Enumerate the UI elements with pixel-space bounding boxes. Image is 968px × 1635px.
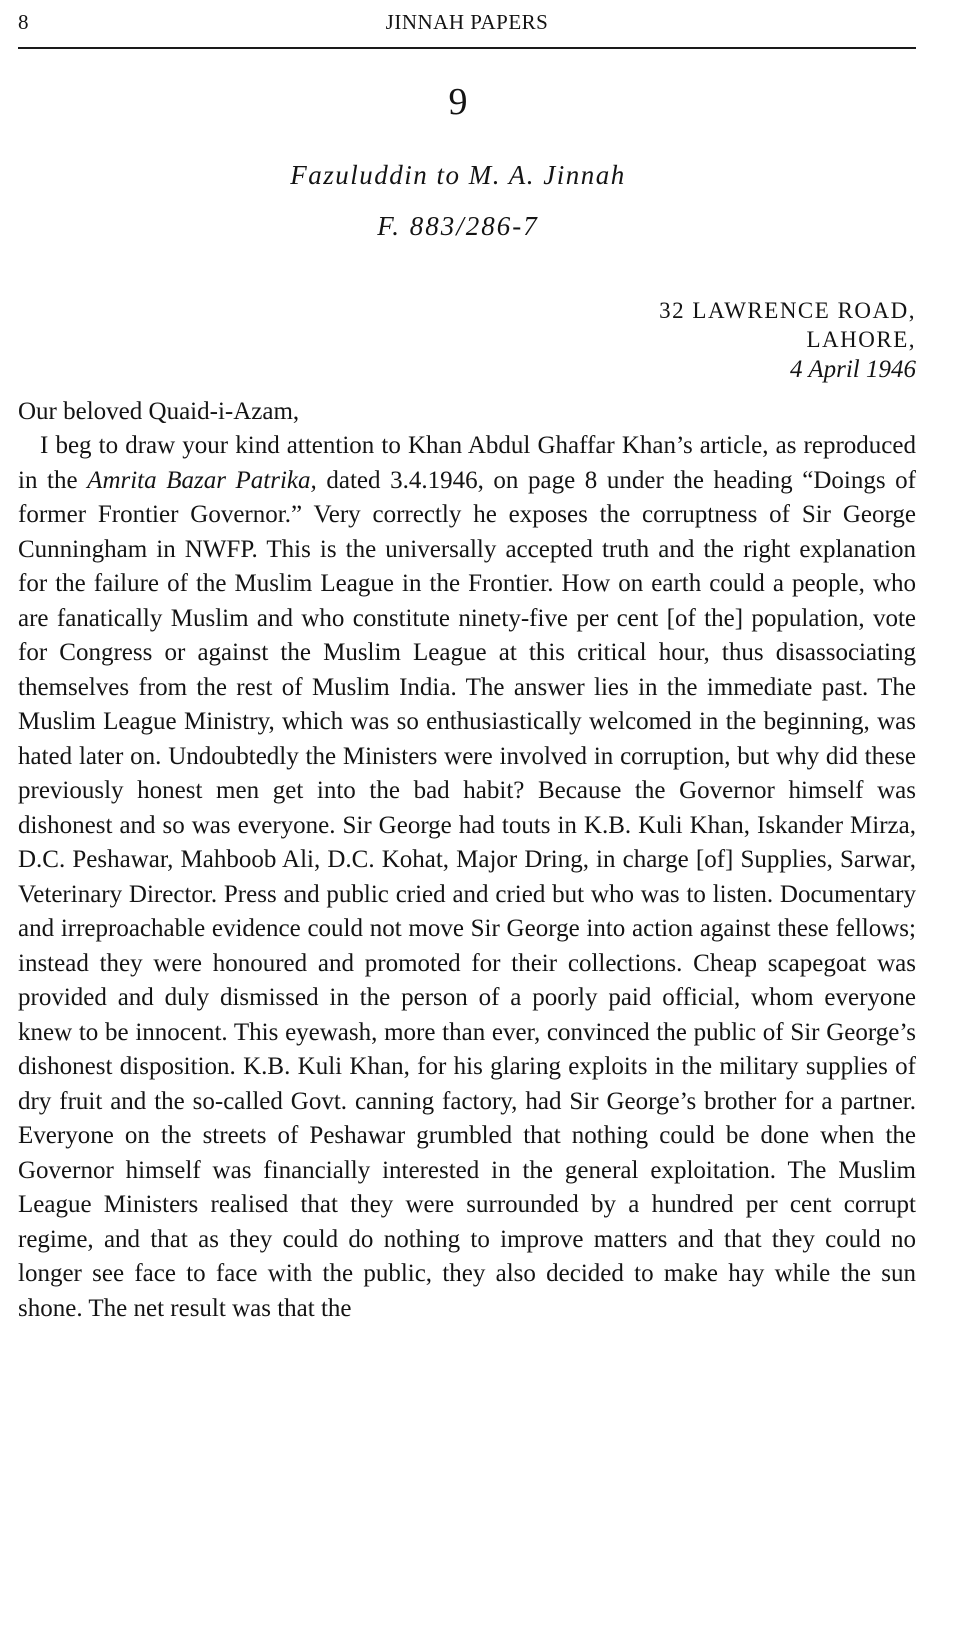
header-rule (18, 47, 916, 49)
address-street: 32 LAWRENCE ROAD, (659, 298, 916, 323)
document-reference: F. 883/286-7 (377, 211, 539, 241)
address-city: LAHORE, (806, 327, 916, 352)
newspaper-name: Amrita Bazar Patrika, (87, 466, 317, 494)
page-number: 8 (18, 10, 29, 34)
document-number: 9 (448, 81, 468, 123)
body-text-part-2: dated 3.4.1946, on page 8 under the heading “Doings of former Frontier Governor.” Very correctly he exposes the corruptness of Sir George Cunningham in NWFP. This is the universally accepted truth and the right explanation for the failure of the Muslim League in the Frontier. How on earth could a people, who are fanatically Muslim and who constitute ninety-five per cent [of the] population, vote for Congress or against the Muslim League at this critical hour, thus disassociating themselves from the rest of Muslim India. The answer lies in the immediate past. The Muslim League Ministry, which was so enthusiastically welcomed in the beginning, was hated later on. Undoubtedly the Ministers were involved in corruption, but why did these previously honest men get into the bad habit? Because the Governor himself was dishonest and so was everyone. Sir George had touts in K.B. Kuli Khan, Iskander Mirza, D.C. Peshawar, Mahboob Ali, D.C. Kohat, Major Dring, in charge [of] Supplies, Sarwar, Veterinary Director. Press and public cried and cried but who was to listen. Documentary and irreproachable evidence could not move Sir George into action against these fellows; instead they were honoured and promoted for their collections. Cheap scapegoat was provided and duly dismissed in the person of a poorly paid official, whom everyone knew to be innocent. This eyewash, more than ever, convinced the public of Sir George’s dishonest disposition. K.B. Kuli Khan, for his glaring exploits in the military supplies of dry fruit and the so-called Govt. canning factory, had Sir George’s brother for a partner. Everyone on the streets of Peshawar grumbled that nothing could be done when the Governor himself was financially interested in the general exploitation. The Muslim League Ministers realised that they were surrounded by a hundred per cent corrupt regime, and that as they could do nothing to improve matters and that they could no longer see face to face with the public, they also decided to make hay while the sun shone. The net result was that the (18, 466, 916, 1322)
body-text-part-1: I beg to draw your kind attention to Khan Abdul Ghaffar Khan’s article, as reproduced in the (18, 432, 916, 494)
letter-body (18, 429, 916, 1326)
letter-date: 4 April 1946 (790, 356, 916, 383)
sender-address (659, 296, 916, 386)
document-title: Fazuluddin to M. A. Jinnah (290, 160, 626, 190)
running-header (18, 6, 916, 42)
book-title: JINNAH PAPERS (385, 10, 549, 34)
salutation: Our beloved Quaid-i-Azam, (18, 398, 300, 425)
